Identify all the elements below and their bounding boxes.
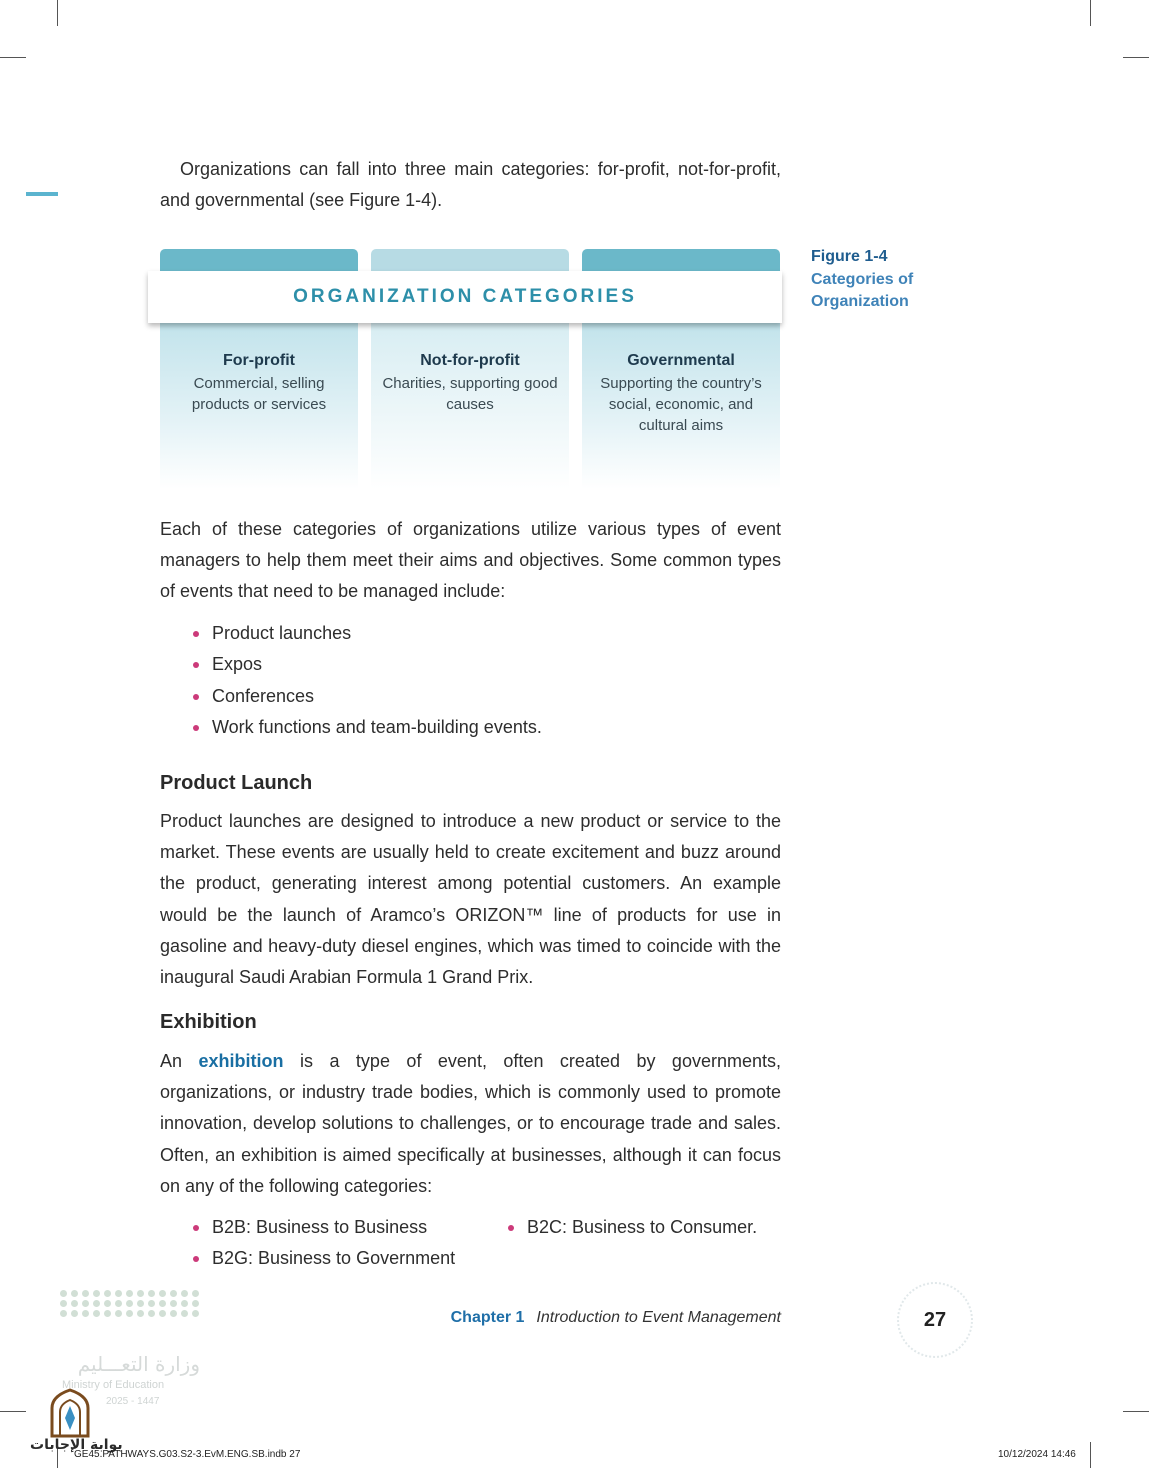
category-description: Commercial, selling products or services [191, 375, 327, 413]
page-number: 27 [897, 1282, 973, 1358]
list-item: B2C: Business to Consumer. [505, 1212, 757, 1243]
exhibition-categories-list [190, 1212, 455, 1275]
glossary-term[interactable]: exhibition [198, 1051, 284, 1071]
ministry-arabic-name: وزارة التعـــليم [77, 1352, 200, 1376]
chapter-label: Chapter 1 [450, 1309, 525, 1326]
category-title: Not-for-profit [420, 352, 520, 369]
ministry-logo [60, 1290, 205, 1407]
figure-number: Figure 1-4 [811, 248, 888, 265]
list-item: Product launches [190, 618, 542, 649]
crop-mark [1090, 0, 1091, 26]
list-item: B2B: Business to Business [190, 1212, 455, 1243]
exhibition-categories-list-right [505, 1212, 757, 1243]
figure-banner-title: ORGANIZATION CATEGORIES [293, 286, 637, 307]
print-slug-date: 10/12/2024 14:46 [998, 1449, 1076, 1460]
category-description: Charities, supporting good causes [382, 375, 558, 413]
category-not-for-profit [371, 349, 569, 415]
section-heading-exhibition: Exhibition [160, 1011, 257, 1033]
list-item: Work functions and team-building events. [190, 712, 542, 743]
mosque-icon [48, 1388, 92, 1438]
crop-mark [1090, 1442, 1091, 1468]
organization-categories-figure [148, 249, 782, 494]
crop-mark [0, 1411, 26, 1412]
text-run: An [160, 1051, 199, 1071]
watermark-text: بوابة الإجابات [30, 1437, 123, 1453]
list-item: Expos [190, 649, 542, 680]
ministry-year: 2025 - 1447 [106, 1396, 160, 1407]
exhibition-paragraph [160, 1046, 781, 1202]
figure-banner [148, 271, 782, 323]
chapter-title: Introduction to Event Management [536, 1309, 781, 1326]
text-run: is a type of event, often created by governments, organizations, or industry trade bodies, which is commonly used to promote innovation, develop solutions to challenges, or to encourage trade and sales. Often, an exhibition is aimed specifically at businesses, although it can focus on any of the following categories: [160, 1051, 781, 1196]
category-for-profit [160, 349, 358, 415]
crop-mark [0, 57, 26, 58]
margin-accent-bar [26, 192, 58, 196]
category-title: For-profit [223, 352, 295, 369]
figure-caption [811, 245, 961, 313]
crop-mark [1123, 1411, 1149, 1412]
events-paragraph: Each of these categories of organizations utilize various types of event managers to help them meet their aims and objectives. Some common types of events that need to be managed include: [160, 519, 781, 602]
page-footer [451, 1306, 781, 1330]
category-governmental [582, 349, 780, 436]
print-slug-file: GE45.PATHWAYS.G03.S2-3.EvM.ENG.SB.indb 27 [74, 1449, 301, 1460]
intro-paragraph: Organizations can fall into three main categories: for-profit, not-for-profit, and governmental (see Figure 1-4). [160, 159, 781, 211]
crop-mark [57, 0, 58, 26]
list-item: B2G: Business to Government [190, 1243, 455, 1274]
watermark [30, 1388, 123, 1456]
category-title: Governmental [627, 352, 735, 369]
list-item: Conferences [190, 681, 542, 712]
category-description: Supporting the country’s social, economic, and cultural aims [600, 375, 762, 434]
section-heading-product-launch: Product Launch [160, 772, 313, 794]
ministry-english-name: Ministry of Education [62, 1379, 165, 1391]
event-types-list [190, 618, 542, 743]
product-launch-paragraph: Product launches are designed to introduce a new product or service to the market. These events are usually held to create excitement and buzz around the product, generating interest among potential customers. An example would be the launch of Aramco’s ORIZON™ line of products for use in gasoline and heavy-duty diesel engines, which was timed to coincide with the inaugural Saudi Arabian Formula 1 Grand Prix. [160, 811, 781, 988]
figure-title: Categories of Organization [811, 271, 914, 310]
crop-mark [1123, 57, 1149, 58]
ministry-dots-icon [60, 1290, 205, 1317]
